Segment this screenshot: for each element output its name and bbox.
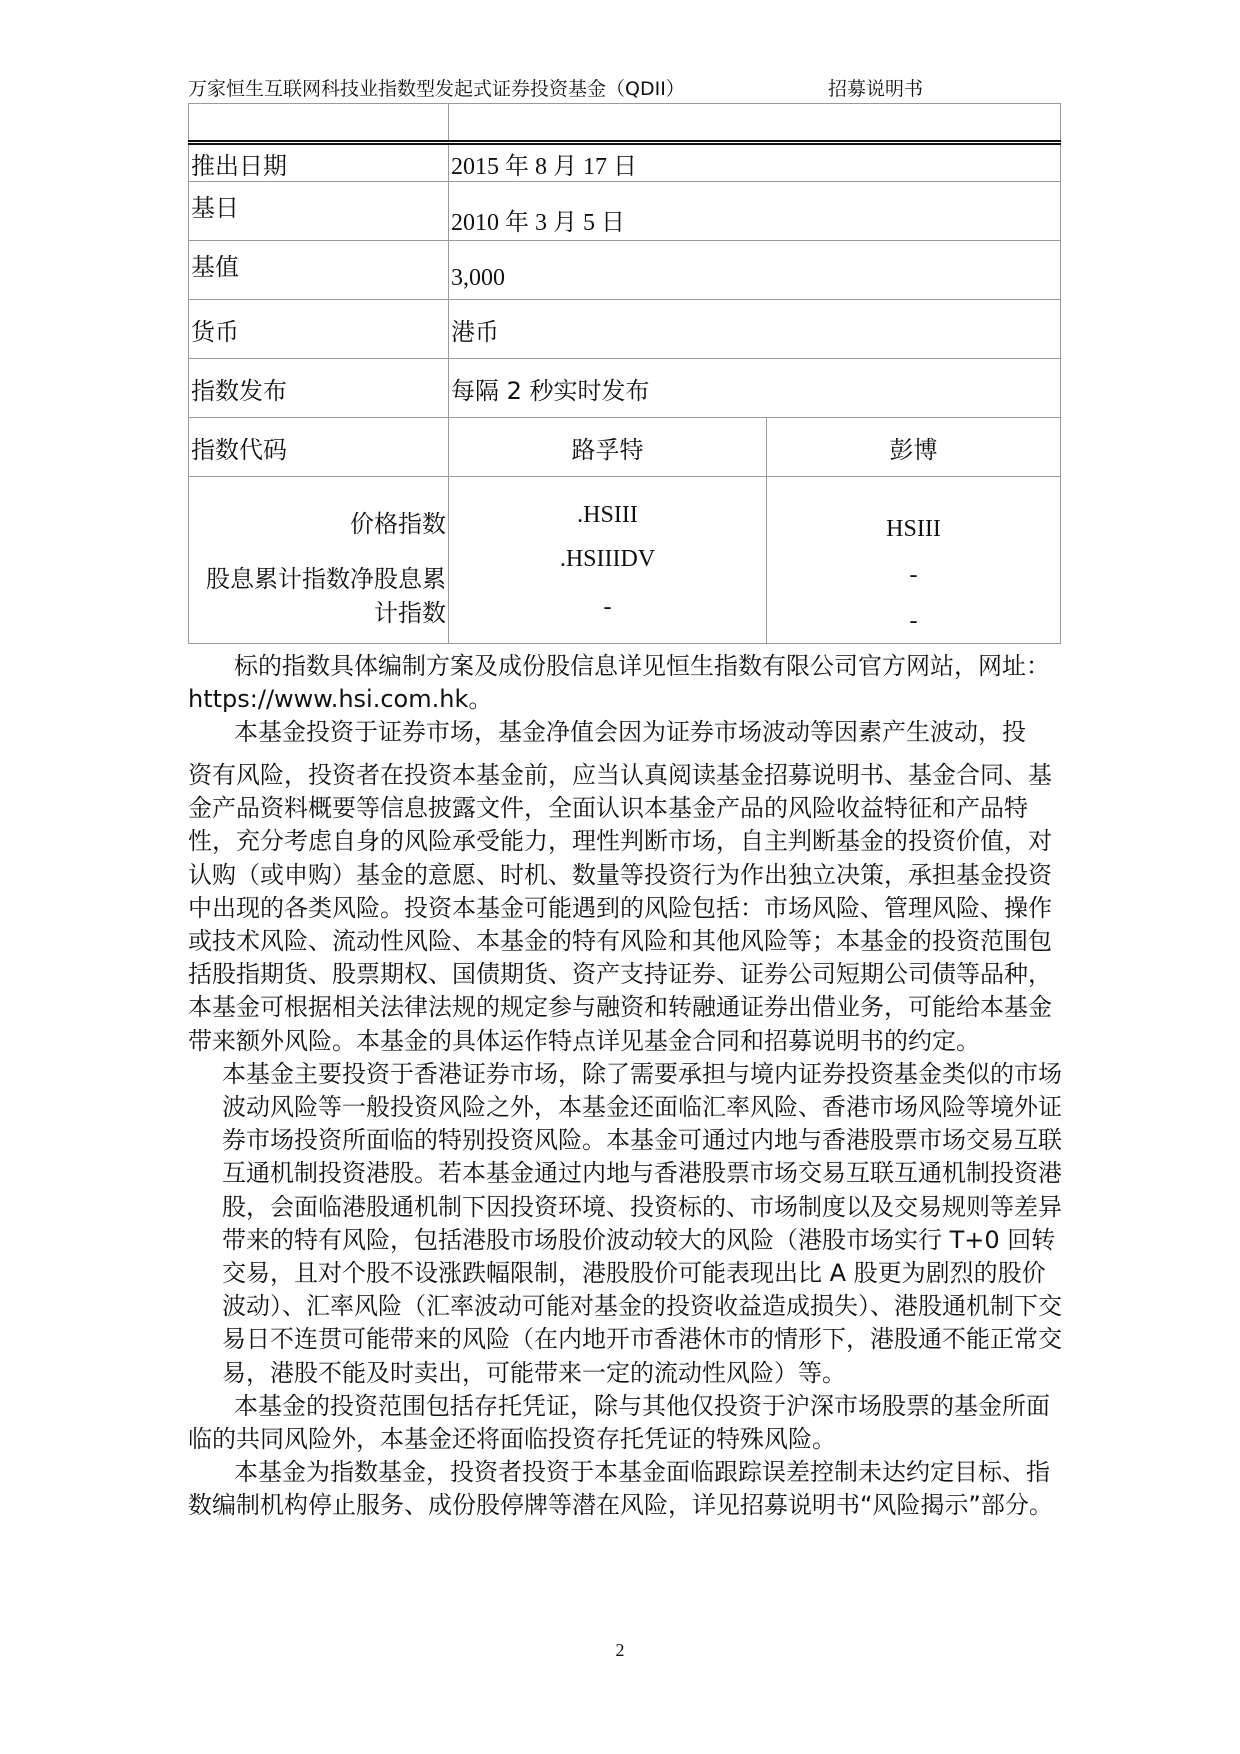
paragraph-index-website: 标的指数具体编制方案及成份股信息详见恒生指数有限公司官方网站，网址：https://www.hsi.com.hk。 — [188, 652, 1050, 714]
base-value-label: 基值 — [191, 252, 239, 281]
reuters-net-code: - — [603, 594, 612, 620]
paragraph-risk-intro: 本基金投资于证券市场，基金净值会因为证券市场波动等因素产生波动，投 — [234, 718, 1026, 747]
launch-date-label: 推出日期 — [189, 143, 449, 182]
table-row — [189, 418, 1061, 477]
base-date-value: 2010 年 3 月 5 日 — [451, 209, 625, 236]
paragraph-index-fund-risk: 本基金为指数基金，投资者投资于本基金面临跟踪误差控制未达约定目标、指数编制机构停止服务、成份股停牌等潜在风险，详见招募说明书“风险揭示”部分。 — [188, 1458, 1053, 1520]
table-row — [189, 359, 1061, 418]
dividend-index-label: 股息累计指数净股息累计指数 — [206, 565, 446, 627]
currency-label: 货币 — [189, 300, 449, 359]
body-text — [188, 759, 1068, 1523]
reuters-dividend-code: .HSIIIDV — [559, 546, 656, 572]
page-number: 2 — [615, 1640, 625, 1660]
reuters-price-code: .HSIII — [577, 502, 638, 528]
fund-title: 万家恒生互联网科技业指数型发起式证券投资基金（QDII） — [188, 78, 685, 100]
table-row — [189, 182, 1061, 241]
table-row — [189, 143, 1061, 182]
index-info-table — [188, 103, 1061, 644]
reuters-header: 路孚特 — [449, 418, 767, 477]
table-row — [189, 241, 1061, 300]
table-row — [189, 477, 1061, 644]
paragraph-hk-market-risk: 本基金主要投资于香港证券市场，除了需要承担与境内证券投资基金类似的市场波动风险等一般投资风险之外，本基金还面临汇率风险、香港市场风险等境外证券市场投资所面临的特别投资风险。本基金可通过内地与香港股票市场交易互联互通机制投资港股。若本基金通过内地与香港股票市场交易互联互通机制投资港股，会面临港股通机制下因投资环境、投资标的、市场制度以及交易规则等差异带来的特有风险，包括港股市场股价波动较大的风险（港股市场实行 T+0 回转交易，且对个股不设涨跌幅限制，港股股价可能表现出比 A 股更为剧烈的股价波动）、汇率风险（汇率波动可能对基金的投资收益造成损失）、港股通机制下交易日不连贯可能带来的风险（在内地开市香港休市的情形下，港股通不能正常交易，港股不能及时卖出，可能带来一定的流动性风险）等。 — [222, 1059, 1062, 1387]
paragraph-depositary-receipt: 本基金的投资范围包括存托凭证，除与其他仅投资于沪深市场股票的基金所面临的共同风险外，本基金还将面临投资存托凭证的特殊风险。 — [188, 1391, 1050, 1454]
price-index-label: 价格指数 — [350, 510, 446, 538]
base-value-value: 3,000 — [451, 264, 505, 291]
publish-label: 指数发布 — [189, 359, 449, 418]
bloomberg-dividend-code: - — [909, 562, 918, 588]
currency-value: 港币 — [449, 300, 1061, 359]
table-row — [189, 300, 1061, 359]
index-code-label: 指数代码 — [189, 418, 449, 477]
bloomberg-header: 彭博 — [767, 418, 1061, 477]
body-text — [188, 650, 1068, 750]
document-type: 招募说明书 — [828, 78, 924, 100]
bloomberg-price-code: HSIII — [886, 516, 941, 542]
publish-value: 每隔 2 秒实时发布 — [449, 359, 1061, 418]
table-row — [189, 104, 1061, 143]
launch-date-value: 2015 年 8 月 17 日 — [449, 143, 1061, 182]
bloomberg-net-code: - — [909, 608, 918, 634]
paragraph-risk-general: 资有风险，投资者在投资本基金前，应当认真阅读基金招募说明书、基金合同、基金产品资料概要等信息披露文件，全面认识本基金产品的风险收益特征和产品特性，充分考虑自身的风险承受能力，理性判断市场，自主判断基金的投资价值，对认购（或申购）基金的意愿、时机、数量等投资行为作出独立决策，承担基金投资中出现的各类风险。投资本基金可能遇到的风险包括：市场风险、管理风险、操作或技术风险、流动性风险、本基金的特有风险和其他风险等；本基金的投资范围包括股指期货、股票期权、国债期货、资产支持证券、证券公司短期公司债等品种，本基金可根据相关法律法规的规定参与融资和转融通证券出借业务，可能给本基金带来额外风险。本基金的具体运作特点详见基金合同和招募说明书的约定。 — [188, 761, 1052, 1055]
base-date-label: 基日 — [191, 193, 239, 222]
